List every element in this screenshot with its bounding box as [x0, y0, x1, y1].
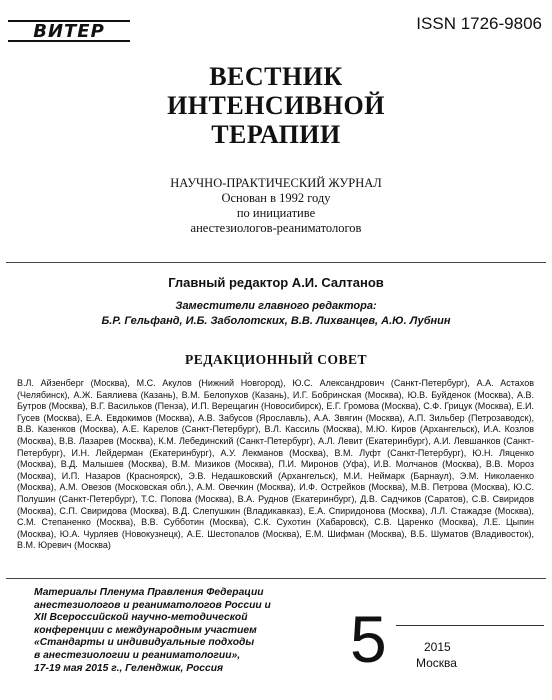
- publisher-logo: ВИТЕР: [8, 20, 130, 42]
- issue-divider: [396, 625, 544, 626]
- conference-line-3: XII Всероссийской научно-методической: [34, 612, 248, 624]
- conference-materials: [34, 587, 304, 675]
- conference-line-1: Материалы Пленума Правления Федерации: [34, 587, 264, 598]
- issue-city: Москва: [416, 656, 457, 670]
- journal-title-line-1: ВЕСТНИК: [209, 62, 343, 91]
- journal-title-line-3: ТЕРАПИИ: [211, 120, 341, 149]
- conference-line-5: «Стандарты и индивидуальные подходы: [34, 637, 255, 649]
- chief-editor: Главный редактор А.И. Салтанов: [168, 275, 384, 290]
- founded-initiative: по инициативе: [236, 206, 316, 220]
- issue-number: 5: [350, 602, 387, 676]
- conference-line-7: 17-19 мая 2015 г., Геленджик, Россия: [34, 662, 224, 674]
- deputy-editors-names: Б.Р. Гельфанд, И.Б. Заболотских, В.В. Лихванцев, А.Ю. Лубнин: [101, 315, 451, 327]
- conference-line-2: анестезиологов и реаниматологов России и: [34, 599, 271, 611]
- conference-line-6: в анестезиологии и реаниматологии»,: [34, 649, 241, 661]
- conference-line-4: конференции с международным участием: [34, 624, 257, 636]
- issue-year: 2015: [424, 640, 451, 654]
- deputy-editors-label: Заместители главного редактора:: [175, 300, 377, 312]
- journal-subtitle: [0, 176, 552, 236]
- editorial-council-heading: РЕДАКЦИОННЫЙ СОВЕТ: [185, 352, 367, 367]
- journal-title: [0, 62, 552, 149]
- divider-top: [6, 262, 546, 263]
- founded-year: Основан в 1992 году: [221, 191, 331, 205]
- journal-title-line-2: ИНТЕНСИВНОЙ: [167, 91, 385, 120]
- deputy-editors: [0, 299, 552, 329]
- journal-type: НАУЧНО-ПРАКТИЧЕСКИЙ ЖУРНАЛ: [170, 176, 382, 190]
- editorial-council-members: В.Л. Айзенберг (Москва), М.С. Акулов (Нижний Новгород), Ю.С. Александрович (Санкт-Петербург), А.А. Астахов (Челябинск), А.Ж. Баялиева (Казань), В.М. Белопухов (Казань), И.Г. Бобринская (Москва), Ю.В. Буйденок (Москва), А.В. Бутров (Москва), В.Г. Васильков (Пенза), И.П. Верещагин (Новосибирск), Е.Г. Громова (Москва), С.Ф. Грицук (Москва), Е.И. Гусев (Москва), Е.А. Евдокимов (Москва), А.В. Забусов (Ярославль), А.А. Звягин (Москва), А.П. Зильбер (Петрозаводск), В.В. Казенков (Москва), А.Е. Карелов (Санкт-Петербург), В.Л. Кассиль (Москва), М.Ю. Киров (Архангельск), И.А. Козлов (Москва), В.В. Лазарев (Москва), К.М. Лебединский (Санкт-Петербург), А.Л. Левит (Екатеринбург), А.И. Левшанков (Санкт-Петербург), И.Н. Лейдерман (Екатеринбург), А.У. Лекманов (Москва), В.М. Луфт (Санкт-Петербург), Ю.Н. Ляценко (Москва), В.Д. Малышев (Москва), В.М. Мизиков (Москва), П.И. Миронов (Уфа), И.В. Молчанов (Москва), В.В. Мороз (Москва), И.П. Назаров (Красноярск), Э.В. Недашковский (Архангельск), М.И. Неймарк (Барнаул), Э.М. Николаенко (Москва), А.М. Овезов (Московская обл.), А.М. Овечкин (Москва), И.Ф. Острейков (Москва), М.В. Петрова (Москва), Ю.С. Полушин (Санкт-Петербург), Т.С. Попова (Москва), В.А. Руднов (Екатеринбург), Д.В. Садчиков (Саратов), С.В. Свиридов (Москва), С.П. Свиридова (Москва), В.Д. Слепушкин (Владикавказ), Е.А. Спиридонова (Москва), Л.Л. Стажадзе (Москва), С.М. Степаненко (Москва), В.В. Субботин (Москва), С.К. Сухотин (Хабаровск), С.В. Царенко (Москва), Л.Е. Цыпин (Москва), Ю.А. Чурляев (Новокузнецк), А.Е. Шестопалов (Москва), Е.М. Шифман (Москва), В.Б. Шуматов (Владивосток), В.М. Юревич (Москва): [17, 378, 534, 551]
- divider-bottom: [6, 578, 546, 579]
- founders: анестезиологов-реаниматологов: [190, 221, 362, 235]
- issn-number: ISSN 1726-9806: [416, 14, 542, 33]
